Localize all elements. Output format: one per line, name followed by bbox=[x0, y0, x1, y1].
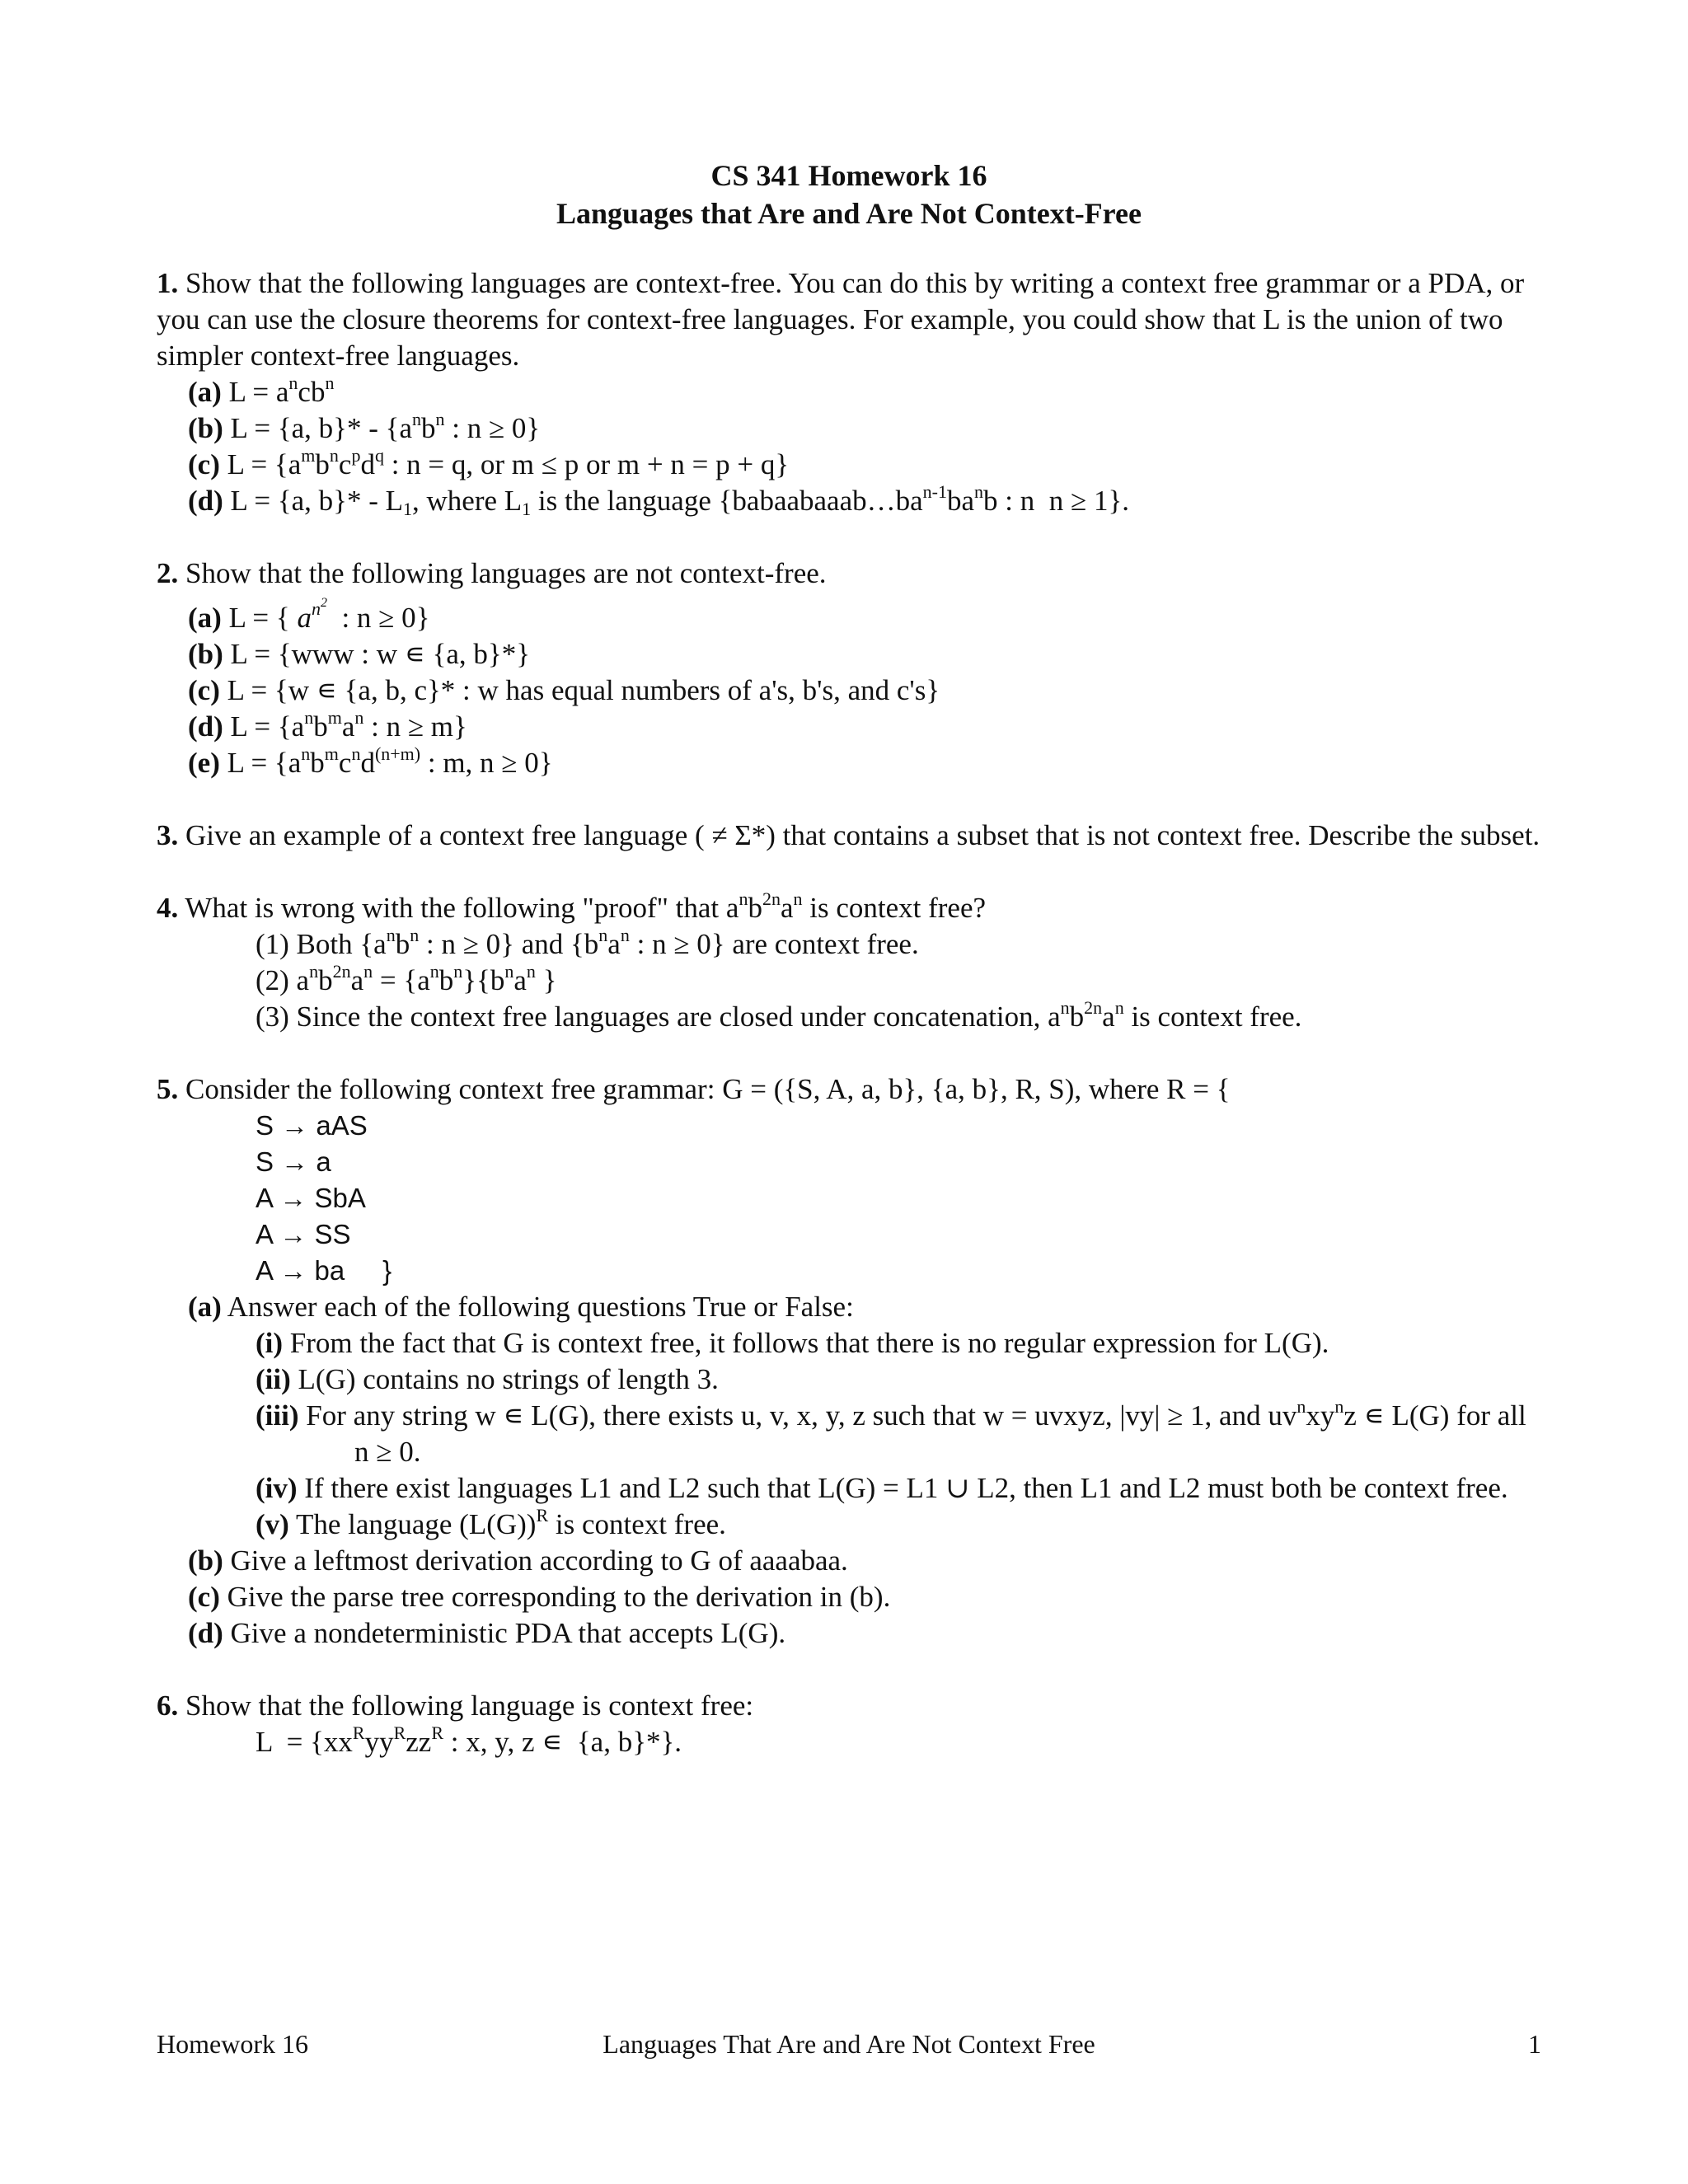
question-5d: (d) Give a nondeterministic PDA that accepts L(G). bbox=[188, 1617, 786, 1649]
question-6 bbox=[157, 1688, 1541, 1760]
question-2a: (a) L = { $a^{n^2}$ : n ≥ 0} bbox=[188, 596, 430, 634]
question-4-step-1: (1) Both {$a^nb^n$ : n ≥ 0} and {$b^na^n$ : n ≥ 0} are context free. bbox=[256, 925, 919, 960]
question-4-intro: 4. What is wrong with the following "proof" that $a^nb^{2n}a^n$ is context free? bbox=[157, 888, 987, 924]
question-5a-iii: (iii) For any string w ∊ L(G), there exists u, v, x, y, z such that w = uvxyz, |vy| ≥ 1, and $uv^nxy^nz$ ∊ L(G) for all n ≥ 0. bbox=[256, 1396, 1526, 1468]
question-5-intro: 5. Consider the following context free grammar: G = ({S, A, a, b}, {a, b}, R, S), where R = { bbox=[157, 1073, 1231, 1105]
question-5a-i: (i) From the fact that G is context free, it follows that there is no regular expression for L(G). bbox=[256, 1327, 1329, 1359]
footer-center: Languages That Are and Are Not Context Free bbox=[603, 2029, 1095, 2059]
question-5c: (c) Give the parse tree corresponding to the derivation in (b). bbox=[188, 1581, 891, 1613]
question-2d: (d) $L = \{a^nb^ma^n$ : n ≥ m} bbox=[188, 707, 467, 743]
question-6-language: $L = \{xx^Ryy^Rzz^R$ : x, y, z ∊ {a, b}*}. bbox=[256, 1722, 682, 1758]
question-4 bbox=[157, 890, 1541, 1035]
question-3 bbox=[157, 818, 1541, 854]
question-2 bbox=[157, 555, 1541, 781]
grammar-rule: A → SS bbox=[256, 1219, 351, 1249]
question-4-step-3: (3) Since the context free languages are closed under concatenation, $a^nb^{2n}a^n$ is context free. bbox=[256, 997, 1302, 1033]
question-2-intro: 2. Show that the following languages are not context-free. bbox=[157, 557, 827, 589]
question-1b: (b) L = {a, $b\}* - \{a^nb^n$ : n ≥ 0} bbox=[188, 409, 541, 444]
page-number: 1 bbox=[1528, 2029, 1541, 2059]
page-subtitle: Languages that Are and Are Not Context-Free bbox=[556, 197, 1142, 230]
question-1-intro: 1. Show that the following languages are context-free. You can do this by writing a context free grammar or a PDA, or you can use the closure theorems for context-free languages. For example, you could show that L is the union of two simpler context-free languages. bbox=[157, 267, 1525, 372]
question-5b: (b) Give a leftmost derivation according to G of aaaabaa. bbox=[188, 1544, 848, 1577]
question-5a-iv: (iv) If there exist languages L1 and L2 such that L(G) = L1 ∪ L2, then L1 and L2 must both be context free. bbox=[256, 1472, 1508, 1504]
question-4-step-2: (2) $a^nb^{2n}a^n = \{a^nb^n\}\{b^na^n$ } bbox=[256, 961, 557, 996]
question-5a-ii: (ii) L(G) contains no strings of length 3. bbox=[256, 1363, 719, 1395]
grammar-rule: A → SbA bbox=[256, 1183, 366, 1213]
question-6-intro: 6. Show that the following language is context free: bbox=[157, 1690, 754, 1722]
question-2b: (b) L = {www : w ∊ {a, b}*} bbox=[188, 638, 531, 670]
question-1c: (c) $L = \{a^mb^nc^pd^q$ : n = q, or m ≤ p or m + n = p + q} bbox=[188, 445, 790, 480]
question-5a-v: (v) The language $(L(G))^R$ is context free. bbox=[256, 1505, 726, 1540]
question-2c: (c) L = {w ∊ {a, b, c}* : w has equal numbers of a's, b's, and c's} bbox=[188, 674, 940, 706]
footer-left: Homework 16 bbox=[157, 2029, 308, 2059]
question-2e: (e) $L = \{a^nb^mc^nd^{(n+m)}$ : m, n ≥ 0} bbox=[188, 743, 553, 779]
question-5a: (a) Answer each of the following questions True or False: bbox=[188, 1291, 854, 1323]
question-1 bbox=[157, 265, 1541, 519]
question-5 bbox=[157, 1071, 1541, 1652]
grammar-rule: A → ba } bbox=[256, 1255, 392, 1286]
grammar-rule: S → a bbox=[256, 1146, 331, 1177]
grammar-rule: S → aAS bbox=[256, 1110, 368, 1141]
question-3-text: 3. Give an example of a context free language ( ≠ Σ*) that contains a subset that is not context free. Describe the subset. bbox=[157, 819, 1540, 851]
document-page bbox=[157, 157, 1541, 1797]
page-title: CS 341 Homework 16 bbox=[710, 159, 987, 192]
title-block bbox=[157, 157, 1541, 232]
question-1a: (a) $L = a^ncb^n$ bbox=[188, 373, 335, 408]
question-1d: (d) L = {a, $b\}* - L_1$, where $L_1$ is the language {$babaabaaab\dots ba^{n-1}ba^nb$ : n n ≥ 1}. bbox=[188, 481, 1130, 519]
